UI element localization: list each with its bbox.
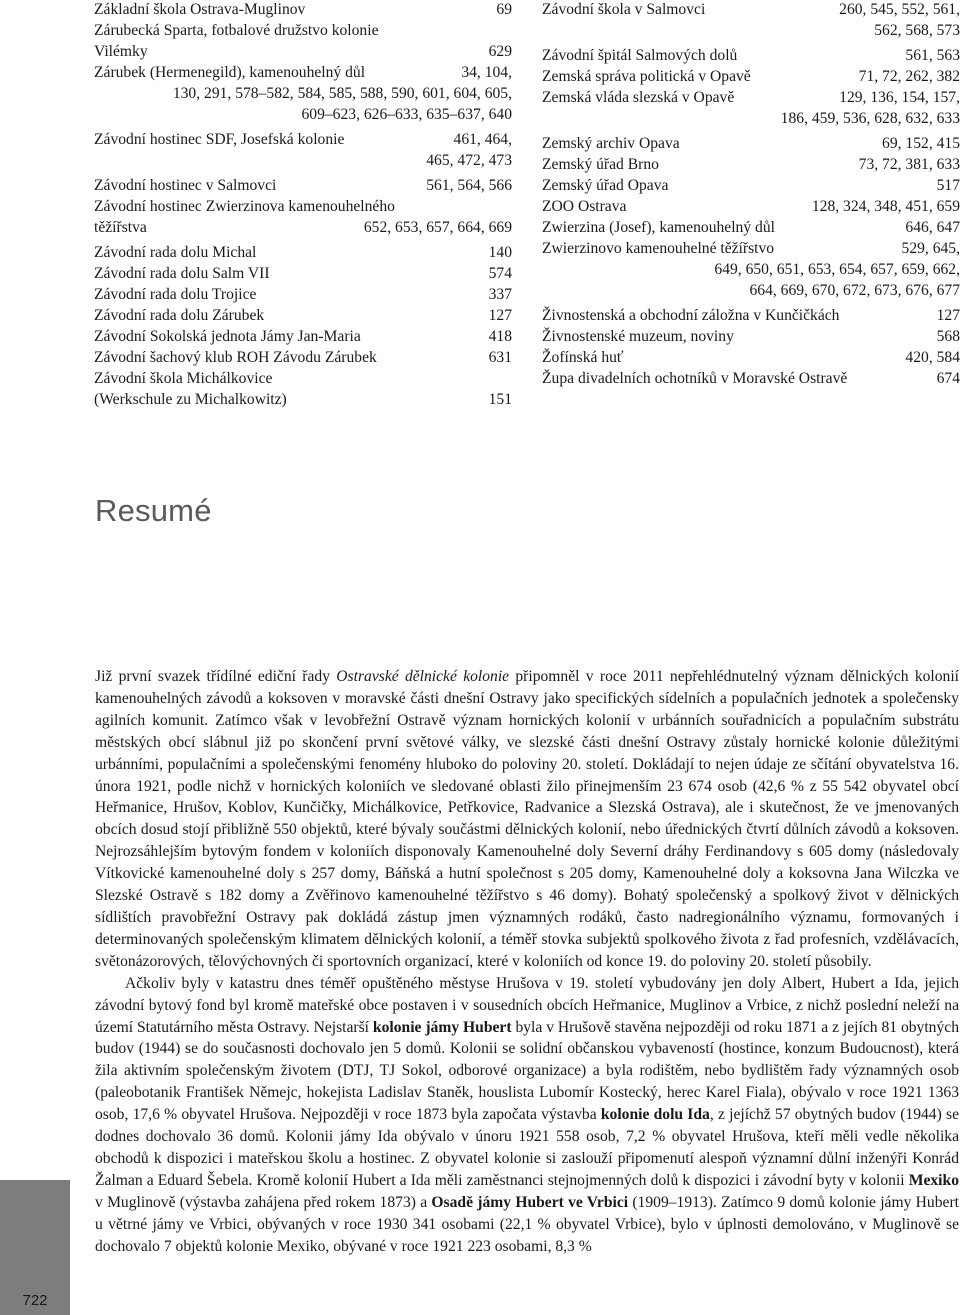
index-row <box>94 285 512 306</box>
index-row <box>542 155 960 176</box>
index-pages: 140 <box>488 244 512 262</box>
index-term: Zwierzinovo kamenouhelné těžířstvo <box>542 239 775 257</box>
index-entry <box>94 327 512 348</box>
index-pages-continuation: 130, 291, 578–582, 584, 585, 588, 590, 601, 604, 605, <box>172 84 512 102</box>
index-column-right <box>542 0 960 390</box>
index-entry <box>94 348 512 369</box>
index-pages-continuation: 649, 650, 651, 653, 654, 657, 659, 662, <box>714 260 960 278</box>
index-term: Vilémky <box>94 42 148 60</box>
index-row <box>94 306 512 327</box>
index-entry <box>94 0 512 21</box>
index-pages: 34, 104, <box>461 63 512 81</box>
resume-text <box>95 666 959 1257</box>
index-pages: 129, 136, 154, 157, <box>839 89 960 107</box>
index-row <box>542 218 960 239</box>
emphasis-bold: kolonie jámy Hubert <box>372 1018 512 1036</box>
index-entry <box>542 306 960 327</box>
index-row <box>94 390 512 411</box>
text-run: byla v Hrušově stavěna nejpozději od roku 1871 a z jejích 81 obytných budov (1944) se do současnosti dochovalo jen 5 domů. Kolonii se solidní občanskou vybaveností (hostince, konzum Budoucnost), která žila aktivním společenským životem (DTJ, TJ Sokol, odborové organizace) a byla rodištěm, nebo bydlištěm řady významných osob (paleobotanik František Němejc, hokejista Ladislav Staněk, houslista Lubomír Kostecký, herec Karel Fiala), obývalo v roce 1921 1363 osob, 17,6 % obyvatel Hrušova. Nejpozději v roce 1873 byla započata výstavba <box>95 1018 959 1124</box>
index-term: Živnostenské muzeum, noviny <box>542 328 734 346</box>
index-term: Závodní rada dolu Salm VII <box>94 265 270 283</box>
index-entry <box>94 21 512 42</box>
index-entry <box>94 197 512 239</box>
emphasis-bold: Osadě jámy Hubert ve Vrbici <box>431 1193 629 1211</box>
index-row <box>542 306 960 327</box>
index-pages: 69 <box>496 1 512 18</box>
index-pages: 568 <box>936 328 960 346</box>
index-entry <box>542 218 960 239</box>
index-pages: 629 <box>488 42 512 60</box>
text-run: , z jejíchž 57 obytných budov (1944) se dodnes dochovalo 36 domů. Kolonii jámy Ida obývalo v únoru 1921 558 osob, 7,2 % obyvatel Hrušova, kteří měli vedle několika obchodů k dispozici i mateřskou školu a hostinec. Z obyvatel kolonie si zaslouží připomenutí alespoň významní důlní inženýři Konrád Žalman a Eduard Šebela. Kromě kolonií Hubert a Ida měli zaměstnanci stejnojmenných dolů k dispozici i závodní byty v kolonii <box>95 1106 959 1189</box>
index-entry <box>542 0 960 42</box>
index-pages: 151 <box>488 390 512 408</box>
index-term: Zárubek (Hermenegild), kamenouhelný důl <box>94 63 366 81</box>
index-row <box>542 369 960 390</box>
index-entry <box>94 243 512 264</box>
index-pages-continuation: 664, 669, 670, 672, 673, 676, 677 <box>749 281 960 299</box>
index-term: Základní škola Ostrava-Muglinov <box>94 1 306 18</box>
index-pages: 128, 324, 348, 451, 659 <box>811 198 960 216</box>
index-term: Zemská vláda slezská v Opavě <box>542 89 735 107</box>
paragraph <box>95 666 959 973</box>
index-term: Zemský úřad Brno <box>542 156 659 174</box>
index-row <box>94 264 512 285</box>
index-pages: 517 <box>936 177 960 195</box>
emphasis-italic: Ostravské dělnické kolonie <box>336 668 510 685</box>
index-entry <box>542 67 960 88</box>
index-term: Závodní rada dolu Trojice <box>94 286 257 304</box>
index-term: Zárubecká Sparta, fotbalové družstvo kolonie <box>94 21 379 39</box>
index-row <box>542 239 960 260</box>
index-pages: 574 <box>488 265 512 283</box>
index-row <box>542 46 960 67</box>
index-entry <box>542 348 960 369</box>
emphasis-bold: kolonie dolu Ida <box>600 1106 710 1124</box>
index-row <box>94 243 512 264</box>
index-row <box>94 348 512 369</box>
index-entry <box>542 176 960 197</box>
index-entry <box>542 46 960 67</box>
index-term: Závodní škola Michálkovice <box>94 369 273 387</box>
index-entry <box>94 369 512 411</box>
index-pages: 674 <box>936 369 960 387</box>
index-term: těžířstva <box>94 219 147 237</box>
index-row <box>94 63 512 84</box>
index-column-left <box>94 0 512 411</box>
index-pages: 127 <box>936 307 960 325</box>
index-entry <box>94 176 512 197</box>
index-pages: 561, 563 <box>905 47 960 65</box>
index-entry <box>94 130 512 172</box>
index-pages: 652, 653, 657, 664, 669 <box>363 219 512 237</box>
index-term: (Werkschule zu Michalkowitz) <box>94 390 287 408</box>
emphasis-bold: Mexiko <box>908 1171 959 1189</box>
index-term: Zwierzina (Josef), kamenouhelný důl <box>542 219 775 237</box>
index-pages-continuation: 562, 568, 573 <box>874 21 960 39</box>
index-entry <box>542 197 960 218</box>
index-entry <box>94 42 512 63</box>
section-title: Resumé <box>95 493 212 528</box>
index-term: Závodní hostinec Zwierzinova kamenouhelného <box>94 198 395 216</box>
index-term: Župa divadelních ochotníků v Moravské Ostravě <box>542 369 848 387</box>
index-term: Závodní rada dolu Michal <box>94 244 257 262</box>
text-run: v Muglinově (výstavba zahájena před rokem 1873) a <box>95 1193 432 1211</box>
index-term: ZOO Ostrava <box>542 198 627 216</box>
index-entry <box>542 88 960 130</box>
index-pages-continuation: 609–623, 626–633, 635–637, 640 <box>301 105 512 123</box>
index-pages-continuation: 186, 459, 536, 628, 632, 633 <box>780 110 960 128</box>
index-row <box>542 197 960 218</box>
index-entry <box>542 239 960 302</box>
index-row <box>94 176 512 197</box>
index-term: Zemský úřad Opava <box>542 177 669 195</box>
index-row <box>542 134 960 155</box>
index-pages: 71, 72, 262, 382 <box>858 68 960 86</box>
index-entry <box>542 369 960 390</box>
index-row <box>94 21 512 42</box>
text-run: (1909–1913). Zatímco 9 domů kolonie jámy Hubert u větrné jámy ve Vrbici, obývaných v roce 1930 341 osobami (22,1 % obyvatel Vrbice), bylo v úplnosti demolováno, v Muglinově se dochovalo 7 objektů kolonie Mexiko, obývané v roce 1921 223 osobami, 8,3 % <box>95 1193 959 1255</box>
index-entry <box>94 63 512 126</box>
index-row <box>542 327 960 348</box>
index-entry <box>94 306 512 327</box>
index-pages: 420, 584 <box>905 349 960 366</box>
index-entry <box>542 327 960 348</box>
index-pages: 73, 72, 381, 633 <box>858 156 960 174</box>
index-term: Žofínská huť <box>542 349 624 366</box>
index-row <box>542 348 960 369</box>
index-term: Zemský archiv Opava <box>542 135 680 153</box>
index-term: Zemská správa politická v Opavě <box>542 68 751 86</box>
index-pages-continuation: 465, 472, 473 <box>426 151 512 169</box>
page-number: 722 <box>22 1292 48 1309</box>
paragraph <box>95 973 959 1258</box>
text-run: Již první svazek třídílné ediční řady <box>95 668 337 685</box>
index-row <box>542 67 960 88</box>
index-term: Závodní škola v Salmovci <box>542 1 706 18</box>
index-pages: 418 <box>488 328 512 346</box>
index-term: Závodní špitál Salmových dolů <box>542 47 738 65</box>
index-term: Závodní hostinec SDF, Josefská kolonie <box>94 130 345 148</box>
index-row <box>542 176 960 197</box>
index-pages: 461, 464, <box>453 130 512 148</box>
index-term: Závodní Sokolská jednota Jámy Jan-Maria <box>94 328 361 346</box>
index-row <box>94 327 512 348</box>
index-pages: 529, 645, <box>901 239 960 257</box>
index-pages: 561, 564, 566 <box>426 177 512 195</box>
index-pages: 631 <box>488 349 512 366</box>
index-row <box>94 0 512 21</box>
index-pages: 69, 152, 415 <box>882 135 960 153</box>
index-term: Závodní rada dolu Zárubek <box>94 307 265 325</box>
index-row <box>94 218 512 239</box>
index-row <box>94 130 512 151</box>
text-run: Ačkoliv byly v katastru dnes téměř opuštěného městyse Hrušova v 19. století vybudovány jen doly Albert, Hubert a Ida, jejich závodní bytový fond byl kromě mateřské obce postaven i v sousedních obcích Heřmanice, Muglinov a Vrbice, z nichž poslední neleží na území Statutárního města Ostravy. Nejstarší <box>95 974 959 1036</box>
index-entry <box>94 285 512 306</box>
index-entry <box>542 134 960 155</box>
index-pages: 260, 545, 552, 561, <box>839 1 960 18</box>
index-pages: 337 <box>488 286 512 304</box>
index-row <box>94 42 512 63</box>
index-pages: 127 <box>488 307 512 325</box>
index-term: Živnostenská a obchodní záložna v Kunčičkách <box>542 307 840 325</box>
index-term: Závodní šachový klub ROH Závodu Zárubek <box>94 349 377 366</box>
index-entry <box>94 264 512 285</box>
index-entry <box>542 155 960 176</box>
index-row <box>542 0 960 21</box>
text-run: připomněl v roce 2011 nepřehlédnutelný význam dělnických kolonií kamenouhelných závodů a koksoven v moravské části dnešní Ostravy jako specifických sídelních a populačních jednotek a společensky agilních komunit. Zatímco však v levobřežní Ostravě význam hornických kolonií v urbánních souřadnicích a populačním substrátu městských obcí slábnul již po skončení první světové války, ve slezské části dnešní Ostravy zůstaly hornické kolonie důležitými urbánními, populačními a společenskými fenomény hluboko do poloviny 20. století. Dokládají to nejen údaje ze sčítání obyvatelstva 16. února 1921, podle nichž v hornických koloniích ve sledované oblasti žilo přinejmenším 23 674 osob (42,6 % z 55 542 obyvatel obcí Heřmanice, Hrušov, Koblov, Kunčičky, Michálkovice, Petřkovice, Radvanice a Slezská Ostrava), ale i skutečnost, že ve jmenovaných obcích dosud stojí přibližně 550 objektů, které bývaly součástmi dělnických kolonií, nebo úřednických čtvrtí důlních závodů a koksoven. Nejrozsáhlejším bytovým fondem v koloniích disponovaly Kamenouhelné doly Severní dráhy Ferdinandovy s 605 domy (následovaly Vítkovické kamenouhelné doly s 257 domy, Báňská a hutní společnost s 205 domy, Kamenouhelné doly a koksovna Jana Wilczka ve Slezské Ostravě s 182 domy a Zvěřinovo kamenouhelné těžířstvo s 46 domy). Bohatý společenský a spolkový život v dělnických sídlištích pravobřežní Ostravy pak dokládá zástup jmen významných rodáků, často nadregionálního významu, formovaných i determinovaných společenským klimatem dělnických kolonií, a téměř stovka subjektů spolkového života z řad profesních, vzdělávacích, světonázorových, tělovýchovných či sportovních organizací, které v koloniích od konce 19. do poloviny 20. století působily. <box>95 668 960 970</box>
index-row <box>542 88 960 109</box>
index-pages: 646, 647 <box>905 219 960 237</box>
index-term: Závodní hostinec v Salmovci <box>94 177 277 195</box>
